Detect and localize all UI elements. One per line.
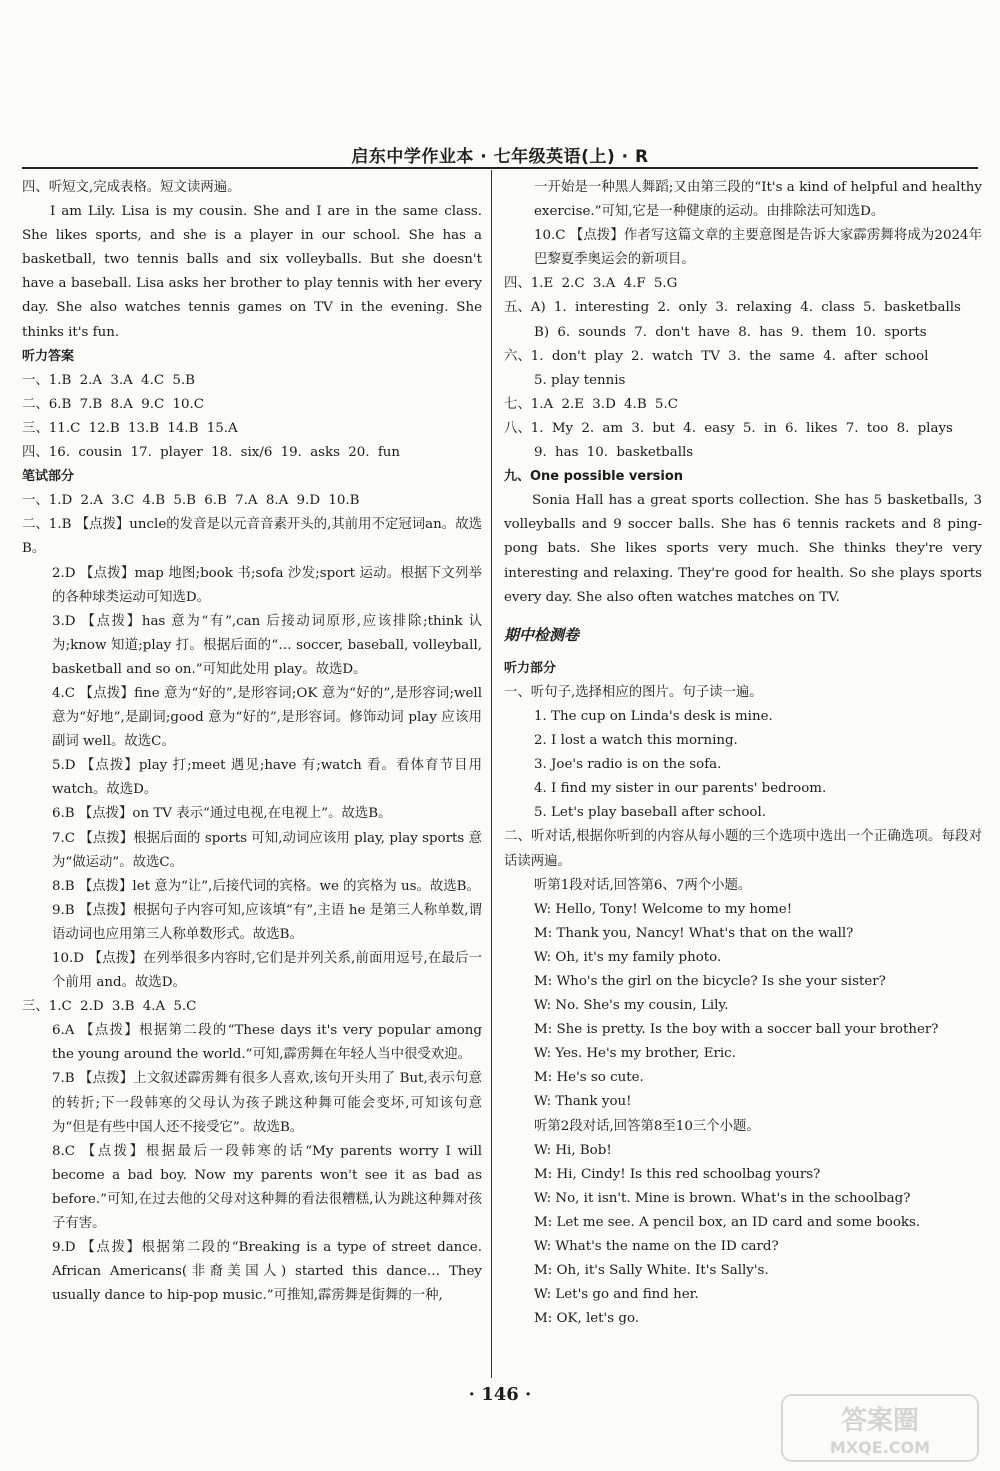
right-paragraph: M: OK, let's go. (534, 1311, 640, 1327)
left-paragraph: 三、1.C 2.D 3.B 4.A 5.C (22, 999, 197, 1015)
left-paragraph: 8.C 【点拨】根据最后一段韩寒的话“My parents worry I will become a bad boy. Now my parents won't see it as bad as before.”可知,在过去他的父母对这种舞的看法很糟糕,认为跳这种舞对孩子有害。 (52, 1143, 482, 1232)
right-paragraph: M: Who's the girl on the bicycle? Is she your sister? (534, 974, 886, 989)
header-rule (22, 167, 978, 169)
page-number: · 146 · (468, 1384, 532, 1405)
right-paragraph: 4. I find my sister in our parents' bedroom. (534, 781, 827, 797)
right-paragraph: 5. Let's play baseball after school. (534, 805, 766, 821)
right-paragraph: W: No, it isn't. Mine is brown. What's in the schoolbag? (534, 1190, 911, 1206)
right-paragraph: W: Hi, Bob! (534, 1142, 612, 1158)
left-paragraph: I am Lily. Lisa is my cousin. She and I are in the same class. She likes sports, and she is a player in our school. She has a basketball, two tennis balls and six volleyballs. But she doesn't have a baseball. Lisa asks her brother to play tennis with her every day. She also watches tennis games on TV in the evening. She thinks it's fun. (22, 204, 482, 340)
right-paragraph: 六、1. don't play 2. watch TV 3. the same 4. after school (504, 348, 929, 364)
left-paragraph: 一、1.B 2.A 3.A 4.C 5.B (22, 372, 195, 388)
right-paragraph: 五、A) 1. interesting 2. only 3. relaxing 4. class 5. basketballs (504, 300, 961, 316)
right-paragraph: 听第1段对话,回答第6、7两个小题。 (534, 877, 752, 893)
right-column (504, 176, 982, 1331)
left-paragraph: 9.D 【点拨】根据第二段的“Breaking is a type of street dance. African Americans(非裔美国人) started this dance… They usually dance to hip-pop music.”可推知,霹雳舞是街舞的一种, (52, 1240, 482, 1304)
right-paragraph: 八、1. My 2. am 3. but 4. easy 5. in 6. likes 7. too 8. plays (504, 420, 953, 436)
right-paragraph: 10.C 【点拨】作者写这篇文章的主要意图是告诉大家霹雳舞将成为2024年巴黎夏季奥运会的新项目。 (534, 228, 982, 268)
left-paragraph: 3.D 【点拨】has 意为“有”,can 后接动词原形,应该排除;think 认为;know 知道;play 打。根据后面的“… soccer, baseball, volleyball, basketball and so on.”可知此处用 play。故选D。 (52, 613, 482, 677)
left-paragraph: 笔试部分 (22, 469, 75, 485)
right-paragraph: 一开始是一种黑人舞蹈;又由第三段的“It's a kind of helpful and healthy exercise.”可知,它是一种健康的运动。由排除法可知选D。 (534, 180, 982, 220)
right-paragraph: M: Thank you, Nancy! What's that on the wall? (534, 925, 854, 941)
column-divider (491, 170, 492, 1378)
right-paragraph: M: Hi, Cindy! Is this red schoolbag yours? (534, 1166, 821, 1182)
right-paragraph: 七、1.A 2.E 3.D 4.B 5.C (504, 396, 678, 412)
left-paragraph: 二、6.B 7.B 8.A 9.C 10.C (22, 396, 205, 412)
right-paragraph: 听力部分 (504, 660, 557, 676)
right-paragraph: W: Hello, Tony! Welcome to my home! (534, 901, 793, 917)
left-paragraph: 7.C 【点拨】根据后面的 sports 可知,动词应该用 play, play sports 意为“做运动”。故选C。 (52, 830, 482, 870)
right-paragraph: W: No. She's my cousin, Lily. (534, 998, 729, 1014)
left-paragraph: 二、1.B 【点拨】uncle的发音是以元音音素开头的,其前用不定冠词an。故选B。 (22, 517, 482, 557)
right-paragraph: 9. has 10. basketballs (534, 445, 694, 461)
right-paragraph: W: Oh, it's my family photo. (534, 949, 722, 965)
left-paragraph: 2.D 【点拨】map 地图;book 书;sofa 沙发;sport 运动。根据下文列举的各种球类运动可知选D。 (52, 565, 482, 605)
left-paragraph: 听力答案 (22, 348, 75, 364)
watermark-logo (780, 1393, 980, 1463)
left-paragraph: 7.B 【点拨】上文叙述霹雳舞有很多人喜欢,该句开头用了 But,表示句意的转折;下一段韩寒的父母认为孩子跳这种舞可能会变坏,可知该句意为“但是有些中国人还不接受它”。故选B。 (52, 1071, 482, 1135)
right-paragraph: W: Thank you! (534, 1094, 632, 1110)
right-paragraph: 1. The cup on Linda's desk is mine. (534, 708, 773, 724)
right-paragraph: B) 6. sounds 7. don't have 8. has 9. them 10. sports (534, 324, 927, 340)
right-paragraph: 一、听句子,选择相应的图片。句子读一遍。 (504, 684, 763, 700)
right-paragraph: 期中检测卷 (504, 625, 580, 644)
right-paragraph: W: Yes. He's my brother, Eric. (534, 1046, 736, 1062)
left-paragraph: 9.B 【点拨】根据句子内容可知,应该填“有”,主语 he 是第三人称单数,谓语动词也应用第三人称单数形式。故选B。 (52, 902, 482, 942)
right-paragraph: M: Oh, it's Sally White. It's Sally's. (534, 1263, 769, 1279)
right-paragraph: 3. Joe's radio is on the sofa. (534, 757, 722, 773)
left-paragraph: 一、1.D 2.A 3.C 4.B 5.B 6.B 7.A 8.A 9.D 10.B (22, 493, 360, 509)
left-paragraph: 三、11.C 12.B 13.B 14.B 15.A (22, 420, 238, 436)
watermark-text: 答案圈 (840, 1406, 920, 1436)
right-paragraph: 四、1.E 2.C 3.A 4.F 5.G (504, 276, 678, 292)
right-paragraph: 九、One possible version (504, 469, 684, 485)
running-header: 启东中学作业本 · 七年级英语(上) · R (351, 147, 649, 167)
right-paragraph: W: Let's go and find her. (534, 1287, 699, 1303)
right-paragraph: M: He's so cute. (534, 1070, 644, 1086)
right-paragraph: 2. I lost a watch this morning. (534, 733, 738, 749)
watermark-url: MXQE.COM (829, 1438, 931, 1457)
right-paragraph: 二、听对话,根据你听到的内容从每小题的三个选项中选出一个正确选项。每段对话读两遍。 (504, 829, 982, 869)
left-paragraph: 四、听短文,完成表格。短文读两遍。 (22, 180, 241, 195)
left-column (22, 176, 482, 1308)
right-paragraph: 5. play tennis (534, 372, 626, 388)
left-paragraph: 6.A 【点拨】根据第二段的“These days it's very popular among the young around the world.”可知,霹雳舞在年轻人当中很受欢迎。 (52, 1023, 482, 1063)
left-paragraph: 6.B 【点拨】on TV 表示“通过电视,在电视上”。故选B。 (52, 806, 392, 822)
right-paragraph: W: What's the name on the ID card? (534, 1239, 779, 1255)
left-paragraph: 四、16. cousin 17. player 18. six/6 19. asks 20. fun (22, 445, 401, 461)
right-paragraph: 听第2段对话,回答第8至10三个小题。 (534, 1118, 760, 1134)
right-paragraph: M: She is pretty. Is the boy with a soccer ball your brother? (534, 1022, 939, 1038)
left-paragraph: 8.B 【点拨】let 意为“让”,后接代词的宾格。we 的宾格为 us。故选B。 (52, 878, 480, 894)
left-paragraph: 4.C 【点拨】fine 意为“好的”,是形容词;OK 意为“好的”,是形容词;well 意为“好地”,是副词;good 意为“好的”,是形容词。修饰动词 play 应该用副词 well。故选C。 (52, 685, 482, 750)
left-paragraph: 5.D 【点拨】play 打;meet 遇见;have 有;watch 看。看体育节目用 watch。故选D。 (52, 758, 482, 798)
right-paragraph: M: Let me see. A pencil box, an ID card and some books. (534, 1214, 921, 1230)
left-paragraph: 10.D 【点拨】在列举很多内容时,它们是并列关系,前面用逗号,在最后一个前用 and。故选D。 (52, 951, 482, 991)
right-paragraph: Sonia Hall has a great sports collection. She has 5 basketballs, 3 volleyballs and 9 soccer balls. She has 6 tennis rackets and 8 ping-pong bats. She likes sports very much. She thinks they're very interesting and relaxing. They're good for health. So she plays sports every day. She also often watches matches on TV. (504, 493, 982, 605)
